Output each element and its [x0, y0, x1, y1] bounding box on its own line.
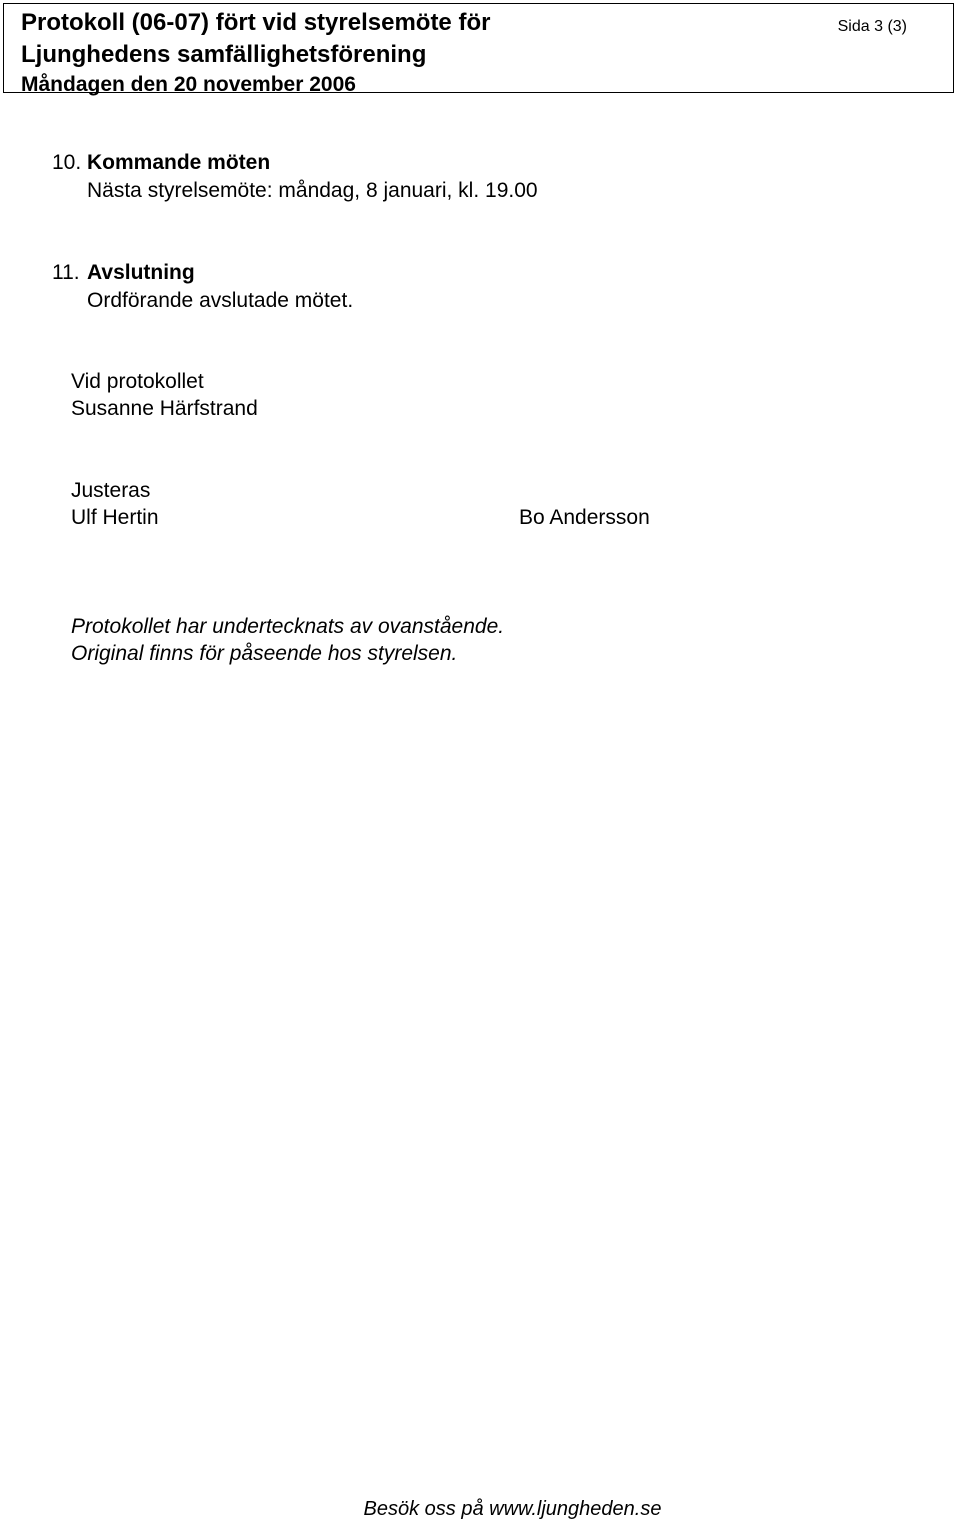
document-header	[3, 3, 954, 96]
signature-note-line2: Original finns för påseende hos styrelsen.	[71, 642, 458, 665]
page-number: Sida 3 (3)	[837, 18, 907, 35]
agenda-item-11	[52, 259, 353, 315]
signature-note-line1: Protokollet har undertecknats av ovanstående.	[71, 615, 505, 638]
document-title: Protokoll (06-07) fört vid styrelsemöte för	[21, 9, 491, 36]
agenda-item-body: Nästa styrelsemöte: måndag, 8 januari, kl. 19.00	[87, 179, 538, 202]
agenda-item-number: 11.	[52, 261, 80, 284]
adjuster-name-left: Ulf Hertin	[71, 506, 159, 529]
meeting-date: Måndagen den 20 november 2006	[21, 73, 356, 96]
agenda-item-heading: Kommande möten	[87, 151, 271, 174]
adjuster-name-right: Bo Andersson	[519, 506, 650, 529]
agenda-item-body: Ordförande avslutade mötet.	[87, 289, 354, 312]
page-footer	[0, 1498, 960, 1521]
minutes-taker-name: Susanne Härfstrand	[71, 397, 258, 420]
minutes-taker-label: Vid protokollet	[71, 370, 204, 393]
footer-website-text: Besök oss på www.ljungheden.se	[363, 1498, 662, 1520]
agenda-item-heading: Avslutning	[87, 261, 195, 284]
organization-name: Ljunghedens samfällighetsförening	[21, 41, 427, 68]
agenda-item-number: 10.	[52, 151, 82, 174]
agenda-item-10	[52, 149, 538, 205]
adjusters-label: Justeras	[71, 479, 151, 502]
